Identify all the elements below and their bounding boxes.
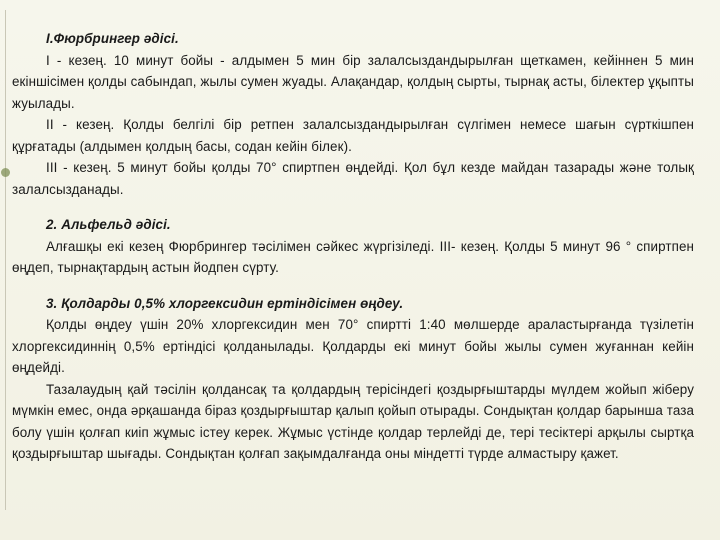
section-furbringer — [12, 28, 694, 200]
section-heading: I.Фюрбрингер әдісі. — [46, 31, 179, 46]
section-chlorhexidine — [12, 293, 694, 465]
section-heading: 2. Альфельд әдісі. — [46, 217, 171, 232]
section-spacer — [12, 200, 694, 214]
paragraph-stage-3: III - кезең. 5 минут бойы қолды 70° спиртпен өңдейді. Қол бұл кезде майдан тазарады және толық залалсызданады. — [12, 160, 694, 197]
bullet-dot-icon — [1, 168, 10, 177]
left-margin-rule — [5, 10, 6, 510]
section-spacer — [12, 279, 694, 293]
document-body — [12, 28, 694, 465]
paragraph-stage-2: II - кезең. Қолды белгілі бір ретпен залалсыздандырылған сүлгімен немесе шағын сүрткішпен құрғатады (алдымен қолдың басы, содан кейін білек). — [12, 117, 694, 154]
paragraph-stage-1: I - кезең. 10 минут бойы - алдымен 5 мин бір залалсыздандырылған щеткамен, кейіннен 5 мин екіншісімен қолды сабындап, жылы сумен жуады. Алақандар, қолдың сырты, тырнақ асты, білектер ұқыпты жуылады. — [12, 52, 694, 111]
paragraph-alfeld: Алғашқы екі кезең Фюрбрингер тәсілімен сәйкес жүргізіледі. ІІІ- кезең. Қолды 5 минут 96 ° спиртпен өңдеп, тырнақтардың астын йодпен сүрту. — [12, 238, 694, 275]
section-heading: 3. Қолдарды 0,5% хлоргексидин ертіндісімен өңдеу. — [46, 295, 404, 311]
paragraph-gloves-note: Тазалаудың қай тәсілін қолдансақ та қолдардың терісіндегі қоздырғыштарды мүлдем жойып жіберу мүмкін емес, онда әрқашанда біраз қоздырғыштар қалып қойып отырады. Сондықтан қолдар барынша таза болу үшін қолғап киіп жұмыс істеу керек. Жұмыс үстінде қолдар терлейді де, тері тесіктері арқылы сыртқа қоздырғыштар шығады. Сондықтан қолғап зақымдалғанда оны міндетті түрде алмастыру қажет. — [12, 381, 695, 461]
section-alfeld — [12, 214, 694, 279]
paragraph-chlorhexidine-usage: Қолды өңдеу үшін 20% хлоргексидин мен 70° спиртті 1:40 мөлшерде араластырғанда түзілетін хлоргексидиннің 0,5% ертіндісі қолданылады. Қолдарды екі минут бойы жылы сумен жуғаннан кейін өңдейді. — [12, 317, 694, 375]
